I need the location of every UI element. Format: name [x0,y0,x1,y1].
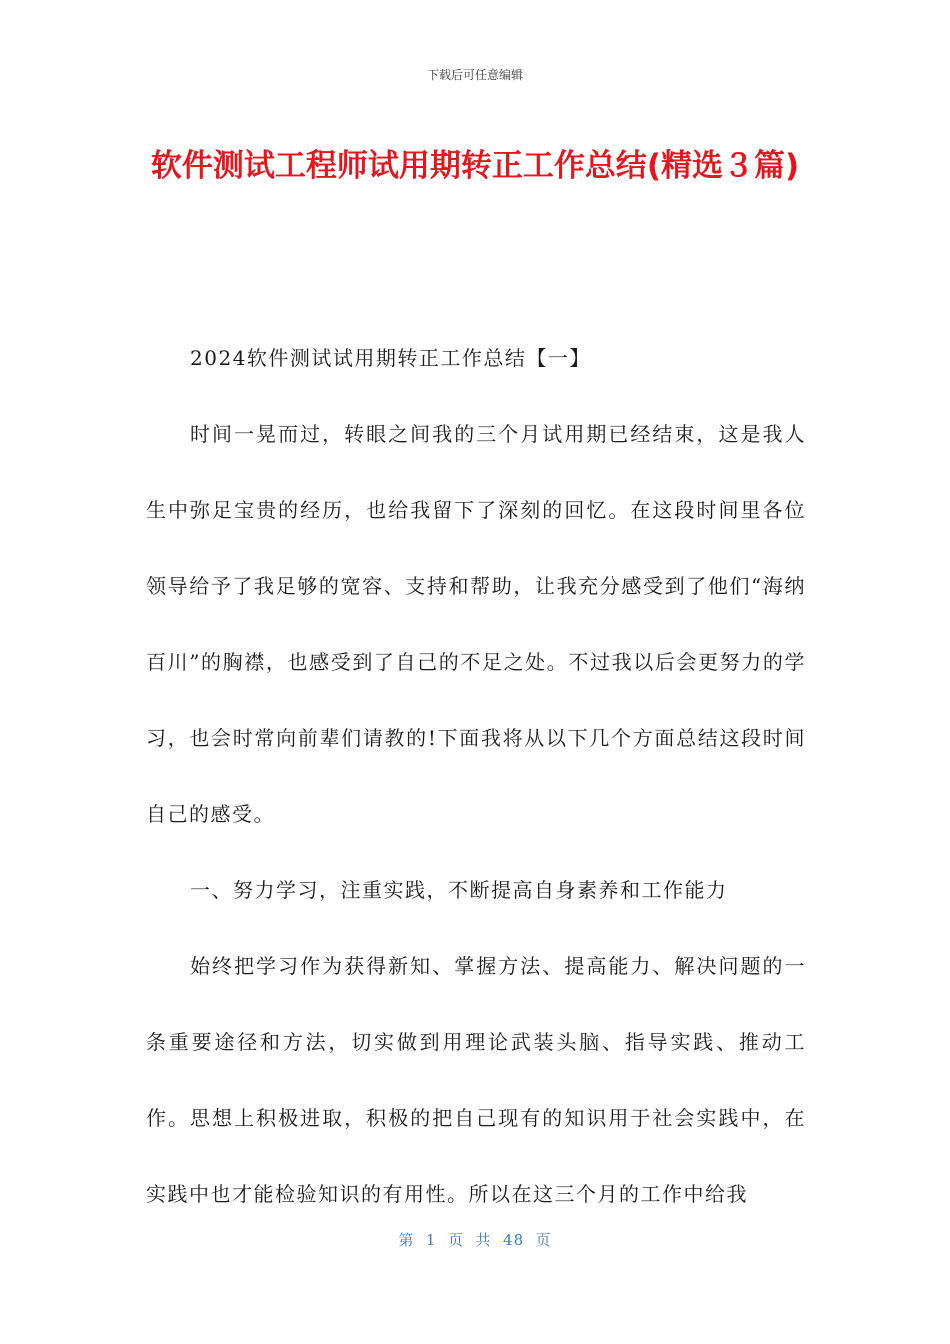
document-title: 软件测试工程师试用期转正工作总结(精选３篇) [150,148,800,184]
paragraph-section-heading: 2024软件测试试用期转正工作总结【一】 [190,346,591,370]
paragraph-study: 始终把学习作为获得新知、掌握方法、提高能力、解决问题的一条重要途径和方法，切实做到用理论武装头脑、指导实践、推动工作。思想上积极进取，积极的把自己现有的知识用于社会实践中，在实践中也才能检验知识的有用性。所以在这三个月的工作中给我 [146,954,806,1206]
page-footer: 第 1 页 共 48 页 [398,1231,552,1249]
document-body [146,320,806,1232]
paragraph-subheading: 一、努力学习，注重实践，不断提高自身素养和工作能力 [190,878,728,902]
header-note: 下载后可任意编辑 [426,68,523,82]
paragraph-intro: 时间一晃而过，转眼之间我的三个月试用期已经结束，这是我人生中弥足宝贵的经历，也给我留下了深刻的回忆。在这段时间里各位领导给予了我足够的宽容、支持和帮助，让我充分感受到了他们“海纳百川”的胸襟，也感受到了自己的不足之处。不过我以后会更努力的学习，也会时常向前辈们请教的!下面我将从以下几个方面总结这段时间自己的感受。 [146,422,806,826]
